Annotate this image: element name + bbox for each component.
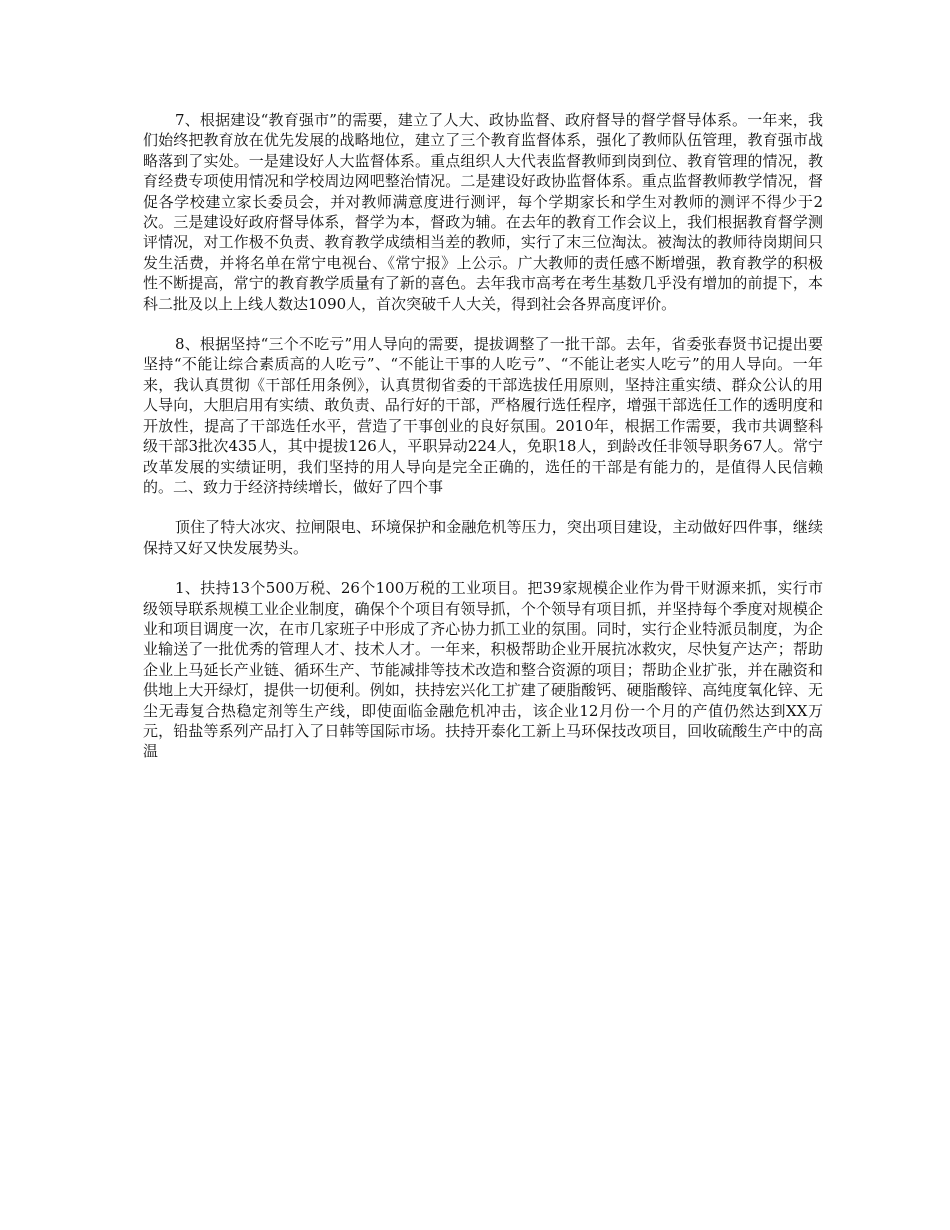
paragraph-economic-growth-intro: 顶住了特大冰灾、拉闸限电、环境保护和金融危机等压力，突出项目建设，主动做好四件事，继续保持又好又快发展势头。 bbox=[143, 518, 823, 557]
paragraph-industrial-projects: 1、扶持13个500万税、26个100万税的工业项目。把39家规模企业作为骨干财源来抓，实行市级领导联系规模工业企业制度，确保个个项目有领导抓，个个领导有项目抓，并坚持每个季度对规模企业和项目调度一次，在市几家班子中形成了齐心协力抓工业的氛围。同时，实行企业特派员制度，为企业输送了一批优秀的管理人才、技术人才。一年来，积极帮助企业开展抗冰救灾，尽快复产达产；帮助企业上马延长产业链、循环生产、节能减排等技术改造和整合资源的项目；帮助企业扩张，并在融资和供地上大开绿灯，提供一切便利。例如，扶持宏兴化工扩建了硬脂酸钙、硬脂酸锌、高纯度氧化锌、无尘无毒复合热稳定剂等生产线，即使面临金融危机冲击，该企业12月份一个月的产值仍然达到XX万元，铅盐等系列产品打入了日韩等国际市场。扶持开泰化工新上马环保技改项目，回收硫酸生产中的高温 bbox=[143, 579, 823, 761]
paragraph-cadre-selection: 8、根据坚持“三个不吃亏”用人导向的需要，提拔调整了一批干部。去年，省委张春贤书记提出要坚持“不能让综合素质高的人吃亏”、“不能让干事的人吃亏”、“不能让老实人吃亏”的用人导向。一年来，我认真贯彻《干部任用条例》，认真贯彻省委的干部选拔任用原则，坚持注重实绩、群众公认的用人导向，大胆启用有实绩、敢负责、品行好的干部，严格履行选任程序，增强干部选任工作的透明度和开放性，提高了干部选任水平，营造了干事创业的良好氛围。2010年，根据工作需要，我市共调整科级干部3批次435人，其中提拔126人，平职异动224人，免职18人，到龄改任非领导职务67人。常宁改革发展的实绩证明，我们坚持的用人导向是完全正确的，选任的干部是有能力的，是值得人民信赖的。二、致力于经济持续增长，做好了四个事 bbox=[143, 335, 823, 496]
document-body bbox=[143, 110, 823, 782]
paragraph-education-supervision: 7、根据建设“教育强市”的需要，建立了人大、政协监督、政府督导的督学督导体系。一年来，我们始终把教育放在优先发展的战略地位，建立了三个教育监督体系，强化了教师队伍管理，教育强市战略落到了实处。一是建设好人大监督体系。重点组织人大代表监督教师到岗到位、教育管理的情况，教育经费专项使用情况和学校周边网吧整治情况。二是建设好政协监督体系。重点监督教师教学情况，督促各学校建立家长委员会，并对教师满意度进行测评，每个学期家长和学生对教师的测评不得少于2次。三是建设好政府督导体系，督学为本，督政为辅。在去年的教育工作会议上，我们根据教育督学测评情况，对工作极不负责、教育教学成绩相当差的教师，实行了末三位淘汰。被淘汰的教师待岗期间只发生活费，并将名单在常宁电视台、《常宁报》上公示。广大教师的责任感不断增强，教育教学的积极性不断提高，常宁的教育教学质量有了新的喜色。去年我市高考在考生基数几乎没有增加的前提下，本科二批及以上上线人数达1090人，首次突破千人大关，得到社会各界高度评价。 bbox=[143, 111, 823, 313]
